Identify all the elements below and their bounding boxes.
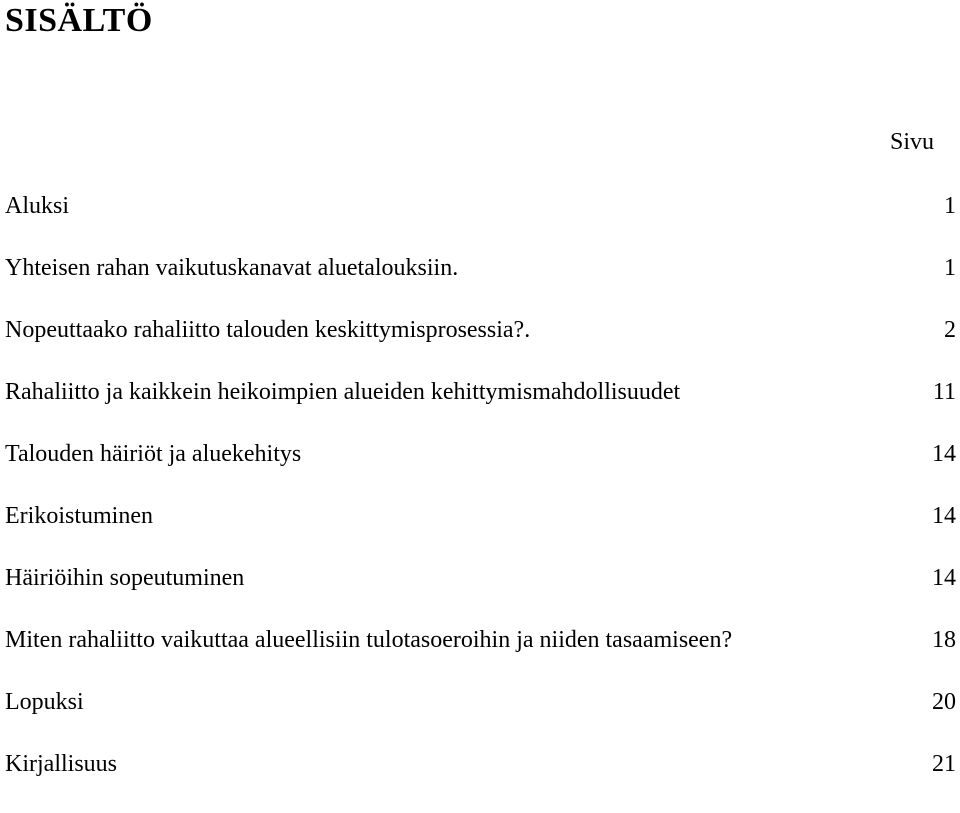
toc-entry-page: 11 xyxy=(932,379,956,405)
toc-entry[interactable] xyxy=(5,377,956,408)
toc-entry[interactable] xyxy=(5,749,956,780)
page-column-label: Sivu xyxy=(889,129,934,155)
toc-entry[interactable] xyxy=(5,439,956,470)
toc-entry[interactable] xyxy=(5,625,956,656)
toc-entry[interactable] xyxy=(5,253,956,284)
toc-entry-page: 14 xyxy=(932,565,956,591)
toc-entry-page: 2 xyxy=(944,317,956,343)
toc-entry-title: Yhteisen rahan vaikutuskanavat aluetalouksiin. xyxy=(5,255,459,281)
toc-entry-page: 20 xyxy=(932,689,956,715)
toc-entry-page: 1 xyxy=(944,193,956,219)
toc-entry-page: 18 xyxy=(932,627,956,653)
toc-entry[interactable] xyxy=(5,687,956,718)
toc-entry-title: Kirjallisuus xyxy=(5,751,117,777)
toc-entry-page: 14 xyxy=(932,503,956,529)
toc-entry-page: 21 xyxy=(932,751,956,777)
toc-entry-title: Lopuksi xyxy=(5,689,84,715)
toc-entry-title: Talouden häiriöt ja aluekehitys xyxy=(5,441,302,467)
table-of-contents xyxy=(5,191,956,811)
toc-entry[interactable] xyxy=(5,191,956,222)
toc-entry-page: 14 xyxy=(932,441,956,467)
toc-entry-title: Erikoistuminen xyxy=(5,503,153,529)
toc-entry-title: Häiriöihin sopeutuminen xyxy=(5,565,245,591)
toc-entry[interactable] xyxy=(5,563,956,594)
toc-entry-title: Rahaliitto ja kaikkein heikoimpien alueiden kehittymismahdollisuudet xyxy=(5,379,681,405)
toc-entry[interactable] xyxy=(5,501,956,532)
toc-entry-page: 1 xyxy=(944,255,956,281)
toc-entry-title: Miten rahaliitto vaikuttaa alueellisiin tulotasoeroihin ja niiden tasaamiseen? xyxy=(5,627,733,653)
toc-entry-title: Aluksi xyxy=(5,193,70,219)
page-title: SISÄLTÖ xyxy=(5,2,153,39)
toc-entry[interactable] xyxy=(5,315,956,346)
toc-entry-title: Nopeuttaako rahaliitto talouden keskittymisprosessia?. xyxy=(5,317,531,343)
